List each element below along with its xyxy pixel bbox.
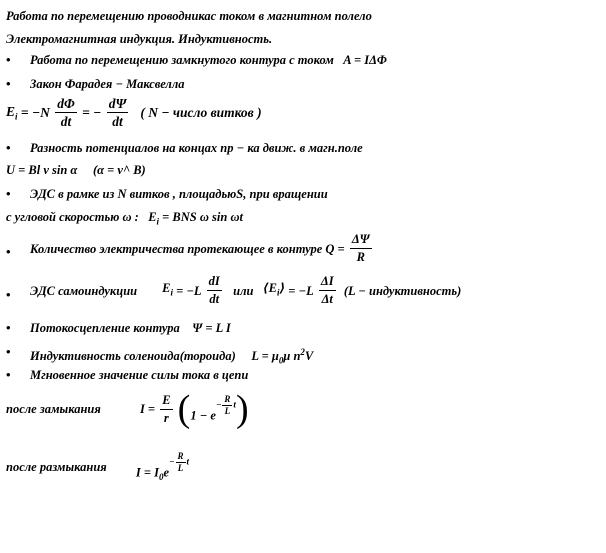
bullet-icon: • [6,140,11,155]
bullet-icon: • [6,52,11,67]
text-line-1: Работа по перемещению проводникас током в магнитном полело [6,9,372,23]
bullet-icon: • [6,76,11,91]
angular-line: с угловой скоростью ω : $E_i$ = BNS ω sin ωt [6,210,243,227]
emf-note: ( N − число витков ) [140,104,262,120]
bullet-work [30,52,387,68]
frac-dpsi-r: $\frac{\Delta\Psi}{R}$ [351,232,370,264]
bullet-solenoid: Индуктивность соленоида(тороида) $L = \mu_0\mu$ $n^2V$ [30,347,314,366]
emf-eq1: = −N [20,104,50,120]
bullet-faraday: Закон Фарадея − Максвелла [30,77,185,91]
bullet-frame-emf: ЭДС в рамке из N витков , площадьюS, при вращении [30,187,328,201]
bullet-work-formula: A = IΔΦ [343,53,387,67]
bullet-icon: • [6,244,11,259]
bullet-icon: • [6,320,11,335]
frac-e-r: $\frac{E}{r}$ [162,392,171,425]
opening-formula: после размыкания $I = I_0e-$ $\frac{R}{L}$ t [6,451,190,483]
text-line-2: Электромагнитная индукция. Индуктивность. [6,32,273,46]
bullet-icon: • [6,344,11,359]
frac-di-dt: $\frac{dI}{dt}$ [208,274,220,306]
bullet-flux-linkage: Потокосцепление контура Ψ = L I [30,321,231,335]
frac-dphi-dt: $\frac{d\Phi}{dt}$ [57,96,75,129]
bullet-work-text: Работа по перемещению замкнутого контура с током [30,53,334,67]
voltage-formula: U = Bl v sin α (α = v^ B) [6,163,146,177]
bullet-icon: • [6,367,11,382]
faraday-formula [6,96,262,129]
frac-delta-i-delta-t: $\frac{\Delta I}{\Delta t}$ [320,274,334,306]
closing-formula: после замыкания I = $\frac{E}{r}$ (1 − e− $\frac{R}{L}$ t) [6,388,249,430]
average-emf: $⟨E_i⟩$ [262,281,286,298]
bullet-self-induction: ЭДС самоиндукции $E_i = -L$ $\frac{dI}{dt}$ или $⟨E_i⟩ = -L$ $\frac{\Delta I}{\Delta t}$ (L − индуктивность) [30,274,462,306]
bullet-icon: • [6,287,11,302]
frac-dpsi-dt: $\frac{d\Psi}{dt}$ [108,96,127,129]
emf-eq2: = − [82,104,102,120]
bullet-instant-current: Мгновенное значение силы тока в цепи [30,368,249,382]
bullet-icon: • [6,186,11,201]
bullet-potential: Разность потенциалов на концах пр − ка движ. в магн.поле [30,141,363,155]
emf-symbol: $E_i$ [6,103,18,122]
bullet-charge: Количество электричества протекающее в контуре Q = $\frac{\Delta\Psi}{R}$ [30,232,370,264]
